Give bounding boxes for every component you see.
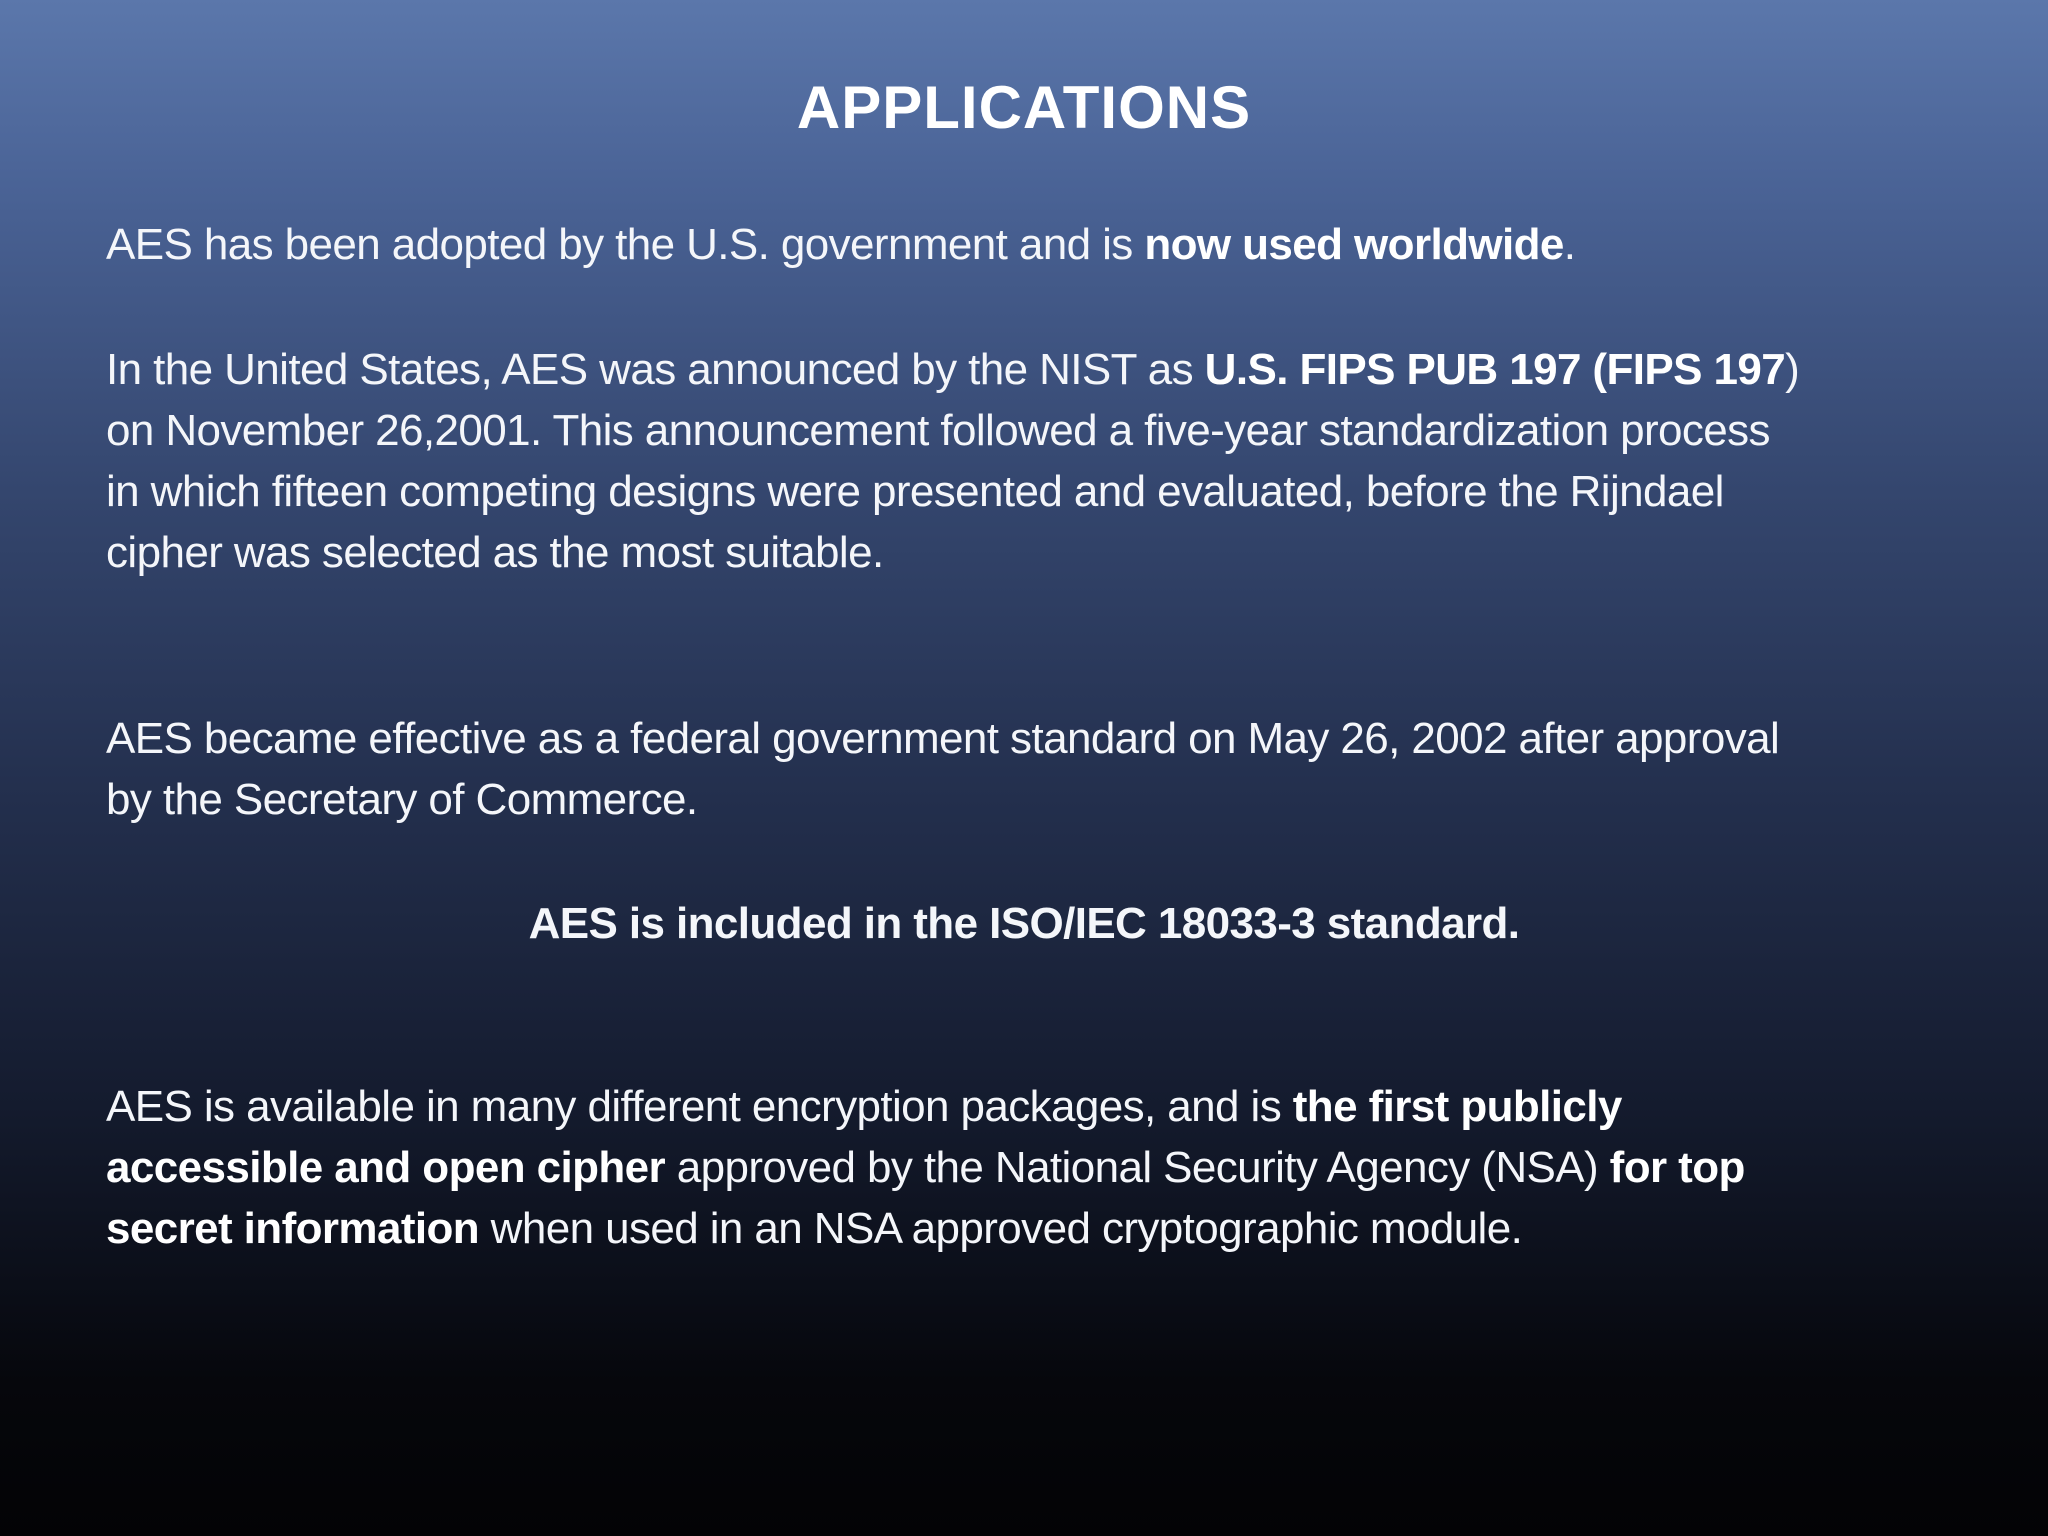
paragraph-adoption — [106, 214, 2006, 275]
p2-line2: on November 26,2001. This announcement followed a five-year standardization process — [106, 406, 1770, 455]
paragraph-effective — [106, 708, 2006, 830]
p2-paren: ) — [1785, 345, 1800, 394]
p2-line4: cipher was selected as the most suitable. — [106, 528, 884, 577]
p2-text: In the United States, AES was announced by the NIST as — [106, 345, 1205, 394]
p1-text: AES has been adopted by the U.S. government and is — [106, 220, 1145, 269]
p3-line2: by the Secretary of Commerce. — [106, 775, 698, 824]
p3-line1: AES became effective as a federal government standard on May 26, 2002 after approval — [106, 714, 1780, 763]
p5-bold-b: the first publicly — [1292, 1082, 1622, 1131]
p5-text-a: AES is available in many different encryption packages, and is — [106, 1082, 1293, 1131]
p1-bold: now used worldwide — [1144, 220, 1564, 269]
paragraph-nsa — [106, 1076, 2006, 1259]
p5-bold-e: for top — [1609, 1143, 1745, 1192]
p1-end: . — [1563, 220, 1576, 269]
paragraph-iso: AES is included in the ISO/IEC 18033-3 standard. — [528, 899, 1520, 948]
p5-text-d: approved by the National Security Agency (NSA) — [665, 1143, 1610, 1192]
p5-bold-f: secret information — [106, 1204, 480, 1253]
p5-bold-c: accessible and open cipher — [106, 1143, 666, 1192]
p2-bold: U.S. FIPS PUB 197 (FIPS 197 — [1204, 345, 1786, 394]
slide-title: APPLICATIONS — [796, 74, 1252, 141]
paragraph-fips — [106, 339, 2006, 583]
p5-text-g: when used in an NSA approved cryptographic module. — [479, 1204, 1523, 1253]
p2-line3: in which fifteen competing designs were presented and evaluated, before the Rijndael — [106, 467, 1724, 516]
